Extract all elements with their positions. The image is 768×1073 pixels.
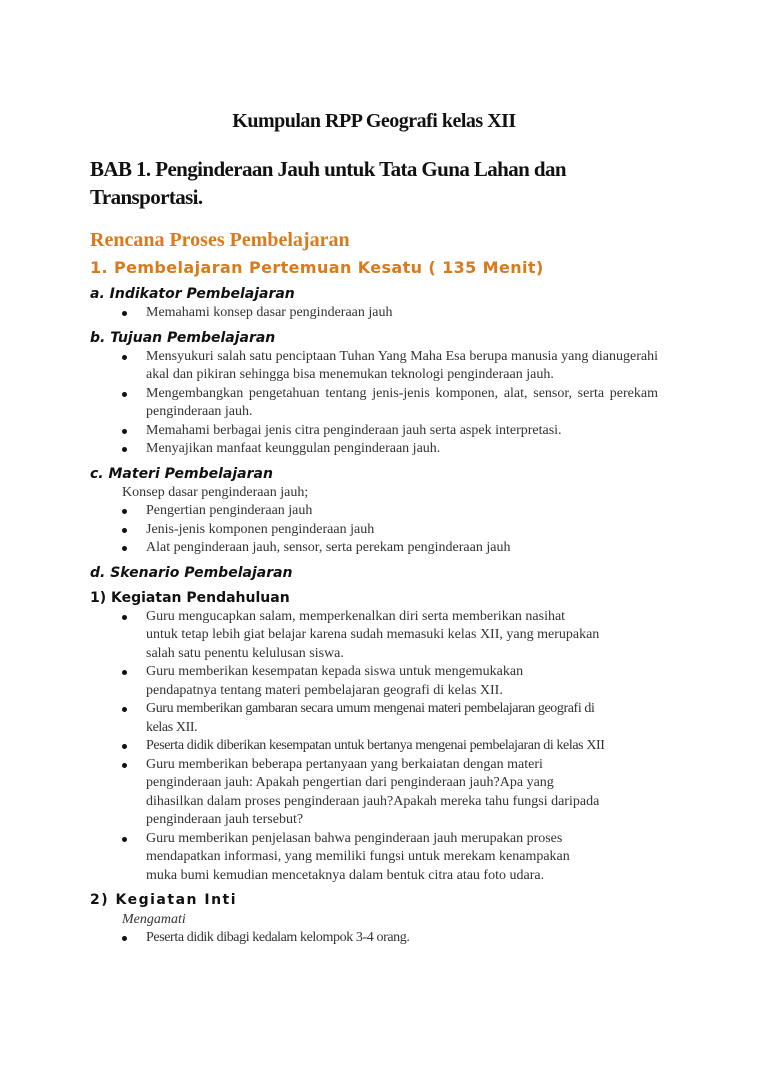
bullet-icon: [122, 355, 127, 360]
chapter-heading-line-1: BAB 1. Penginderaan Jauh untuk Tata Guna Lahan dan: [90, 157, 566, 181]
bullet-icon: [122, 936, 127, 941]
indikator-list: [90, 304, 658, 323]
document-title: Kumpulan RPP Geografi kelas XII: [232, 110, 516, 132]
list-item: Alat penginderaan jauh, sensor, serta perekam penginderaan jauh: [122, 539, 658, 558]
rpp-heading: Rencana Proses Pembelajaran: [90, 229, 350, 251]
indikator-heading: a. Indikator Pembelajaran: [90, 286, 295, 302]
list-item: Guru memberikan beberapa pertanyaan yang berkaiatan dengan materi penginderaan jauh: Apakah pengertian dari penginderaan jauh?Apa yang dihasilkan dalam proses penginderaan jauh?Apakah mereka tahu fungsi daripada penginderaan jauh tersebut?: [122, 756, 658, 830]
bullet-icon: [122, 837, 127, 842]
meeting-heading: 1. Pembelajaran Pertemuan Kesatu ( 135 Menit): [90, 258, 544, 277]
chapter-heading-line-2: Transportasi.: [90, 185, 203, 209]
list-item: Mensyukuri salah satu penciptaan Tuhan Yang Maha Esa berupa manusia yang dianugerahi akal dan pikiran sehingga bisa menemukan teknologi penginderaan jauh.: [122, 348, 658, 385]
tujuan-list: [90, 348, 658, 459]
list-item: Jenis-jenis komponen penginderaan jauh: [122, 521, 658, 540]
bullet-icon: [122, 615, 127, 620]
bullet-icon: [122, 528, 127, 533]
list-item: Memahami konsep dasar penginderaan jauh: [122, 304, 658, 323]
bullet-icon: [122, 763, 127, 768]
bullet-icon: [122, 392, 127, 397]
materi-list: [90, 502, 658, 558]
bullet-icon: [122, 670, 127, 675]
list-item: Memahami berbagai jenis citra penginderaan jauh serta aspek interpretasi.: [122, 422, 658, 441]
pendahuluan-heading: 1) Kegiatan Pendahuluan: [90, 589, 290, 606]
bullet-icon: [122, 447, 127, 452]
inti-heading: 2) Kegiatan Inti: [90, 892, 238, 908]
list-item: Pengertian penginderaan jauh: [122, 502, 658, 521]
pendahuluan-list: [90, 608, 658, 886]
materi-heading: c. Materi Pembelajaran: [90, 465, 273, 482]
materi-intro: Konsep dasar penginderaan jauh;: [122, 484, 309, 500]
bullet-icon: [122, 707, 127, 712]
bullet-icon: [122, 311, 127, 316]
bullet-icon: [122, 429, 127, 434]
list-item: Menyajikan manfaat keunggulan penginderaan jauh.: [122, 440, 658, 459]
bullet-icon: [122, 744, 127, 749]
list-item: Peserta didik dibagi kedalam kelompok 3-4 orang.: [122, 929, 658, 948]
inti-list: [90, 929, 658, 948]
list-item: Guru memberikan kesempatan kepada siswa untuk mengemukakan pendapatnya tentang materi pembelajaran geografi di kelas XII.: [122, 663, 658, 700]
chapter-heading: [90, 155, 658, 211]
list-item: Guru memberikan penjelasan bahwa penginderaan jauh merupakan proses mendapatkan informasi, yang memiliki fungsi untuk merekam kenampakan muka bumi kemudian mencetaknya dalam bentuk citra atau foto udara.: [122, 830, 658, 886]
inti-subheading: Mengamati: [122, 912, 186, 927]
list-item: Mengembangkan pengetahuan tentang jenis-jenis komponen, alat, sensor, serta perekam penginderaan jauh.: [122, 385, 658, 422]
bullet-icon: [122, 509, 127, 514]
bullet-icon: [122, 546, 127, 551]
skenario-heading: d. Skenario Pembelajaran: [90, 564, 293, 581]
tujuan-heading: b. Tujuan Pembelajaran: [90, 329, 276, 346]
list-item: Guru memberikan gambaran secara umum mengenai materi pembelajaran geografi di kelas XII.: [122, 700, 658, 737]
list-item: Peserta didik diberikan kesempatan untuk bertanya mengenai pembelajaran di kelas XII: [122, 737, 658, 756]
list-item: Guru mengucapkan salam, memperkenalkan diri serta memberikan nasihat untuk tetap lebih giat belajar karena sudah memasuki kelas XII, yang merupakan salah satu penentu kelulusan siswa.: [122, 608, 658, 664]
